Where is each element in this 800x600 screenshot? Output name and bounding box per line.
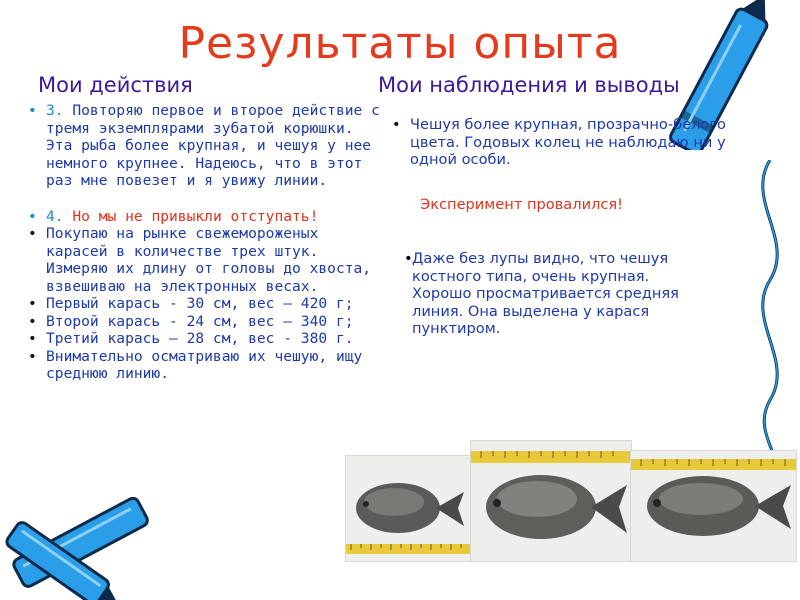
list-item xyxy=(24,313,384,331)
item-text: Первый карась - 30 см, вес – 420 г; xyxy=(46,295,354,312)
list-item xyxy=(24,295,384,313)
list-item xyxy=(24,330,384,348)
item-text: Повторяю первое и второе действие с тремя экземплярами зубатой корюшки. Эта рыба более крупная, и чешуя у нее немного крупнее. Надеюсь, что в этот раз мне повезет и я увижу линии. xyxy=(46,102,380,189)
item-text: Внимательно осматриваю их чешую, ищу среднюю линию. xyxy=(46,347,363,382)
observation-paragraph xyxy=(404,250,702,338)
left-column-heading: Мои действия xyxy=(38,73,193,97)
item-text: Но мы не привыкли отступать! xyxy=(63,207,319,225)
fish-photo-2 xyxy=(470,440,632,562)
item-text: Покупаю на рынке свежемороженых карасей в количестве трех штук. Измеряю их длину от головы до хвоста, взвешиваю на электронных весах. xyxy=(46,225,372,295)
marker-pen-bottom-left-icon xyxy=(0,480,170,600)
item-number: 3. xyxy=(46,102,64,119)
actions-list xyxy=(24,102,384,383)
paragraph-text: Даже без лупы видно, что чешуя костного типа, очень крупная. Хорошо просматривается средняя линия. Она выделена у карася пунктиром. xyxy=(412,250,679,337)
right-column-heading: Мои наблюдения и выводы xyxy=(378,73,680,97)
slide-title: Результаты опыта xyxy=(178,18,622,69)
list-item xyxy=(24,208,384,226)
list-item xyxy=(24,102,384,190)
fish-photo-1 xyxy=(345,455,472,562)
list-item xyxy=(388,116,738,169)
observations-list xyxy=(388,116,738,169)
list-item xyxy=(24,348,384,383)
bullet: • xyxy=(404,250,413,267)
fish-photo-3 xyxy=(630,450,797,562)
curvy-line-right-icon xyxy=(740,160,800,480)
experiment-failed-text: Эксперимент провалился! xyxy=(420,196,624,213)
item-text: Третий карась – 28 см, вес - 380 г. xyxy=(46,330,354,347)
list-item xyxy=(24,225,384,295)
item-number: 4. xyxy=(46,207,64,225)
item-text: Чешуя более крупная, прозрачно-белого цвета. Годовых колец не наблюдаю ни у одной особи. xyxy=(410,116,726,168)
item-text: Второй карась - 24 см, вес – 340 г; xyxy=(46,312,354,330)
